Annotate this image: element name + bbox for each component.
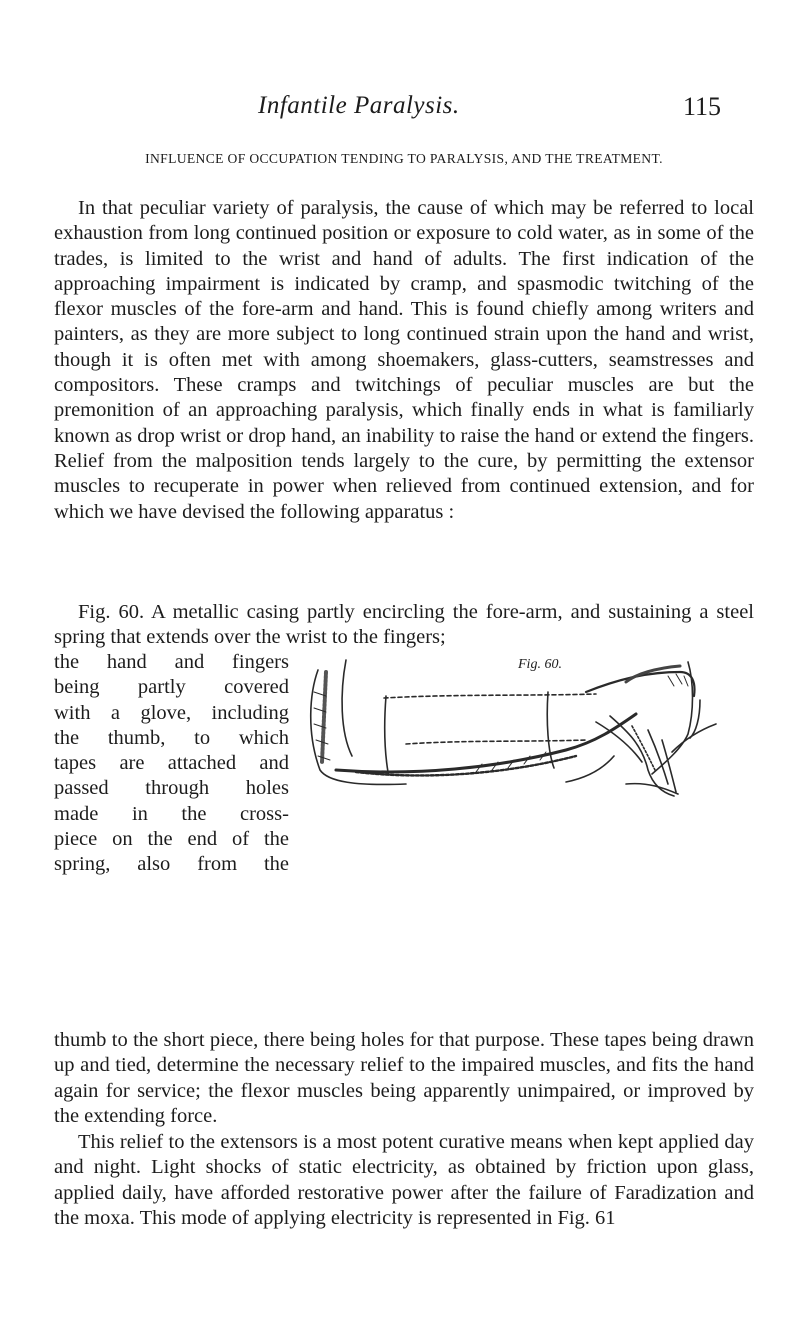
wrapped-word: piece	[54, 828, 98, 851]
wrapped-word: with	[54, 701, 91, 724]
page-number: 115	[683, 92, 722, 121]
wrapped-word: end	[187, 828, 218, 851]
wrapped-word: are	[119, 752, 145, 775]
wrapped-text-line	[54, 726, 289, 751]
wrapped-word: the	[54, 726, 80, 749]
wrapped-word: cross-	[240, 802, 289, 825]
wrapped-text-line	[54, 751, 289, 776]
wrapped-word: a	[110, 701, 120, 724]
wrapped-word: passed	[54, 777, 109, 800]
wrapped-word: thumb,	[107, 726, 166, 749]
wrapped-word: in	[131, 802, 148, 825]
wrapped-word: the	[263, 853, 289, 876]
arm-splint-illustration	[296, 652, 736, 802]
paragraph-2-intro: Fig. 60. A metallic casing partly encircling the fore-arm, and sustaining a steel spring that extends over the wrist to the fingers;	[54, 601, 754, 649]
wrapped-text-line	[54, 650, 289, 675]
wrapped-word: glove,	[140, 701, 192, 724]
wrapped-word: spring,	[54, 853, 111, 876]
wrapped-text-line	[54, 701, 289, 726]
paragraph-3: This relief to the extensors is a most potent curative means when kept applied day and night. Light shocks of static electricity, as obtained by friction upon glass, applied daily, have afforded restorative power after the failure of Faradization and the moxa. This mode of applying electricity is represented in Fig. 61	[54, 1131, 754, 1229]
wrapped-word: the	[263, 828, 289, 851]
wrapped-text-line	[54, 802, 289, 827]
section-title: INFLUENCE OF OCCUPATION TENDING TO PARALYSIS, AND THE TREATMENT.	[145, 151, 663, 166]
wrapped-word: hand	[106, 651, 147, 673]
wrapped-word: which	[238, 726, 289, 749]
wrapped-word: the	[147, 828, 173, 851]
wrapped-word: holes	[245, 777, 289, 800]
running-head: Infantile Paralysis.	[258, 92, 460, 119]
wrapped-word: including	[211, 701, 289, 724]
wrapped-word: and	[174, 651, 205, 673]
wrapped-word: also	[137, 853, 171, 876]
wrapped-word: tapes	[54, 752, 97, 775]
wrapped-word: partly	[137, 676, 186, 699]
wrapped-word: the	[54, 651, 80, 673]
paragraph-1: In that peculiar variety of paralysis, the cause of which may be referred to local exhaustion from long continued position or exposure to cold water, as in some of the trades, is limited to the wrist and hand of adults. The first indication of the approaching impairment is indicated by cramp, and spasmodic twitching of the flexor muscles of the fore-arm and hand. This is found chiefly among writers and painters, as they are more subject to long continued strain upon the hand and wrist, though it is often met with among shoemakers, glass-cutters, seamstresses and compositors. These cramps and twitchings of peculiar muscles are but the premonition of an approaching paralysis, which finally ends in what is familiarly known as drop wrist or drop hand, an inability to raise the hand or extend the fingers. Relief from the malposition tends largely to the cure, by permitting the extensor muscles to recuperate in power when relieved from continued extension, and for which we have devised the following apparatus :	[54, 197, 754, 523]
wrapped-word: and	[259, 752, 289, 775]
wrapped-word: being	[54, 676, 100, 699]
wrapped-word: of	[231, 828, 250, 851]
wrapped-text-line	[54, 776, 289, 801]
wrapped-word: covered	[224, 676, 289, 699]
wrapped-text-line	[54, 675, 289, 700]
wrapped-word: attached	[167, 752, 237, 775]
paragraph-2-continued: thumb to the short piece, there being holes for that purpose. These tapes being drawn up and tied, determine the necessary relief to the impaired muscles, and fits the hand again for service; the flexor muscles being apparently unimpaired, or improved by the extending force.	[54, 1029, 754, 1127]
wrapped-word: from	[197, 853, 238, 876]
wrapped-word: fingers	[232, 651, 289, 673]
figure-label: Fig. 60.	[518, 657, 562, 672]
wrapped-word: to	[194, 726, 211, 749]
wrapped-word: through	[145, 777, 210, 800]
paragraph-2-wrapped-text	[54, 650, 289, 878]
wrapped-word: made	[54, 802, 99, 825]
wrapped-word: the	[181, 802, 207, 825]
wrapped-word: on	[112, 828, 133, 851]
wrapped-text-line	[54, 827, 289, 852]
wrapped-text-line	[54, 852, 289, 877]
